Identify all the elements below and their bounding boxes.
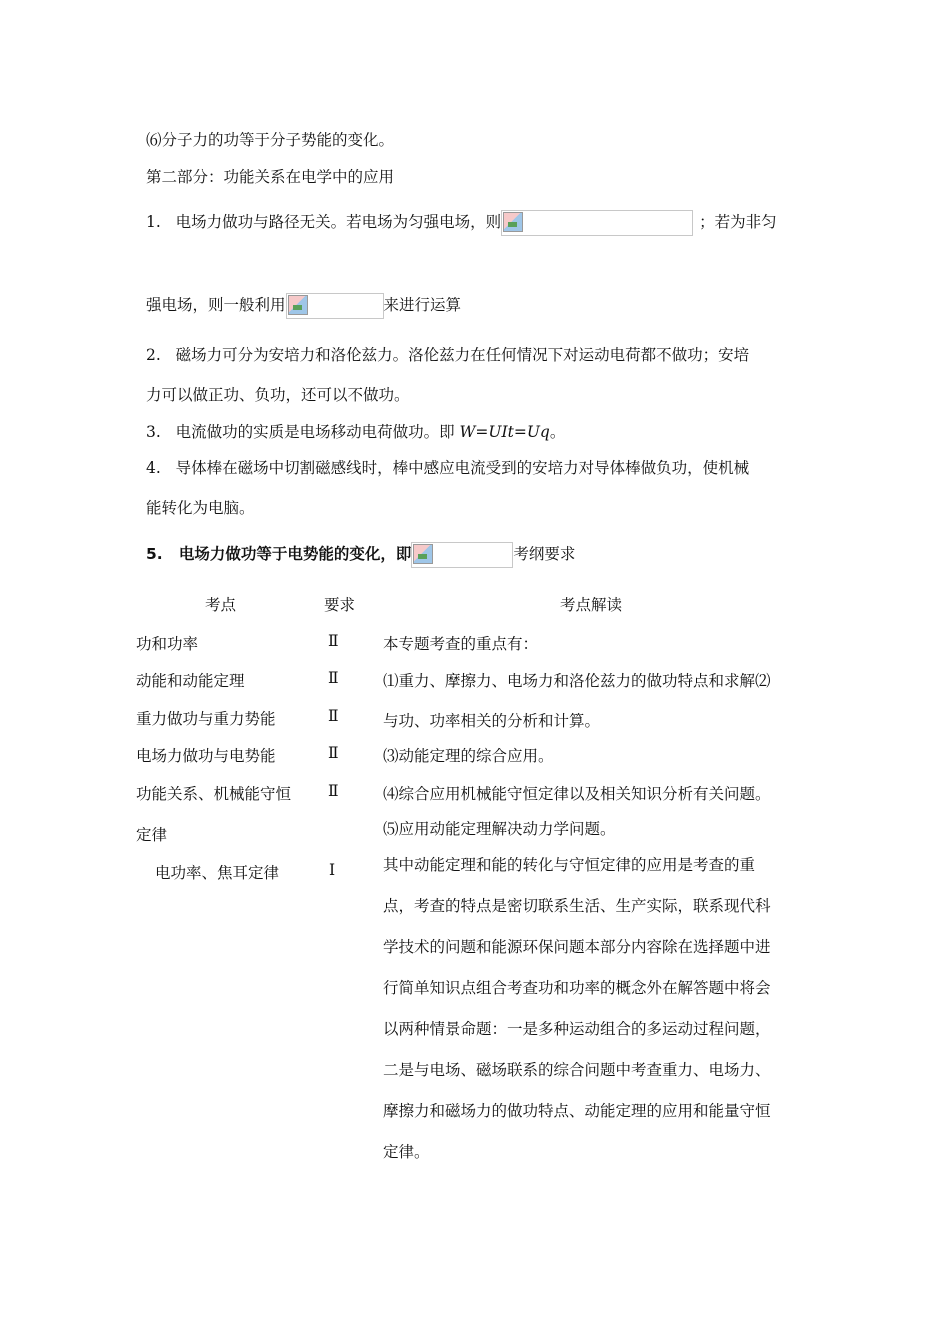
item-1-text-3: 来进行运算 — [383, 296, 462, 314]
reading-line: 学技术的问题和能源环保问题本部分内容除在选择题中进 — [383, 938, 771, 956]
text-line-6: ⑹分子力的功等于分子势能的变化。 — [146, 131, 395, 149]
item-1-line-2 — [146, 293, 461, 319]
item-2-line-2: 力可以做正功、负功，还可以不做功。 — [146, 386, 410, 404]
reading-line: 二是与电场、磁场联系的综合问题中考查重力、电场力、 — [383, 1061, 771, 1079]
table-row-topic: 功能关系、机械能守恒 — [136, 785, 292, 803]
item-3-end: 。 — [549, 423, 566, 441]
table-row-topic: 动能和动能定理 — [136, 672, 245, 690]
table-header-requirement: 要求 — [324, 596, 356, 614]
item-1-text: 1. 电场力做功与路径无关。若电场为匀强电场，则 — [146, 213, 502, 231]
item-3-text: 3. 电流做功的实质是电场移动电荷做功。即 — [146, 423, 460, 441]
item-3-line — [146, 420, 565, 442]
item-3-formula: W=UIt=Uq — [459, 423, 550, 441]
table-header-topic: 考点 — [205, 596, 237, 614]
item-2-line-1: 2. 磁场力可分为安培力和洛伦兹力。洛伦兹力在任何情况下对运动电荷都不做功；安培 — [146, 346, 750, 364]
table-row-req: Ⅱ — [328, 782, 339, 800]
formula-image-placeholder — [501, 210, 693, 236]
item-1-text-2: 强电场，则一般利用 — [146, 296, 286, 314]
reading-line: ⑴重力、摩擦力、电场力和洛伦兹力的做功特点和求解⑵ — [383, 672, 771, 690]
broken-image-icon — [503, 212, 523, 232]
item-1-text-tail: ；若为非匀 — [699, 213, 777, 231]
reading-line: 以两种情景命题：一是多种运动组合的多运动过程问题， — [383, 1020, 771, 1038]
table-row-req: Ⅰ — [329, 861, 336, 879]
table-row-req: Ⅱ — [328, 707, 339, 725]
reading-line: ⑶动能定理的综合应用。 — [383, 747, 554, 765]
reading-line: 其中动能定理和能的转化与守恒定律的应用是考查的重 — [383, 856, 756, 874]
table-row-topic: 定律 — [136, 826, 168, 844]
section-heading-part2: 第二部分：功能关系在电学中的应用 — [146, 168, 395, 186]
item-5-heading: 考纲要求 — [513, 545, 576, 563]
formula-image-placeholder — [286, 293, 384, 319]
item-4-line-1: 4. 导体棒在磁场中切割磁感线时，棒中感应电流受到的安培力对导体棒做负功，使机械 — [146, 459, 750, 477]
table-row-req: Ⅱ — [328, 632, 339, 650]
table-row-topic: 功和功率 — [136, 635, 199, 653]
table-header-reading: 考点解读 — [560, 596, 623, 614]
reading-line: ⑷综合应用机械能守恒定律以及相关知识分析有关问题。 — [383, 785, 771, 803]
item-4-line-2: 能转化为电脑。 — [146, 499, 255, 517]
item-1-line-1 — [146, 210, 777, 236]
formula-image-placeholder — [411, 542, 513, 568]
table-row-req: Ⅱ — [328, 744, 339, 762]
reading-line: 点，考查的特点是密切联系生活、生产实际，联系现代科 — [383, 897, 771, 915]
reading-line: 与功、功率相关的分析和计算。 — [383, 712, 601, 730]
reading-line: ⑸应用动能定理解决动力学问题。 — [383, 820, 616, 838]
table-row-req: Ⅱ — [328, 669, 339, 687]
table-row-topic: 电场力做功与电势能 — [136, 747, 276, 765]
table-row-topic: 重力做功与重力势能 — [136, 710, 276, 728]
table-row-topic: 电功率、焦耳定律 — [155, 864, 280, 882]
item-5-text: 5. 电场力做功等于电势能的变化，即 — [146, 545, 412, 563]
reading-line: 摩擦力和磁场力的做功特点、动能定理的应用和能量守恒 — [383, 1102, 771, 1120]
reading-line: 行简单知识点组合考查功和功率的概念外在解答题中将会 — [383, 979, 771, 997]
reading-line: 定律。 — [383, 1143, 430, 1161]
broken-image-icon — [288, 295, 308, 315]
item-5-line — [146, 542, 575, 568]
reading-line: 本专题考查的重点有： — [383, 635, 539, 653]
broken-image-icon — [413, 544, 433, 564]
